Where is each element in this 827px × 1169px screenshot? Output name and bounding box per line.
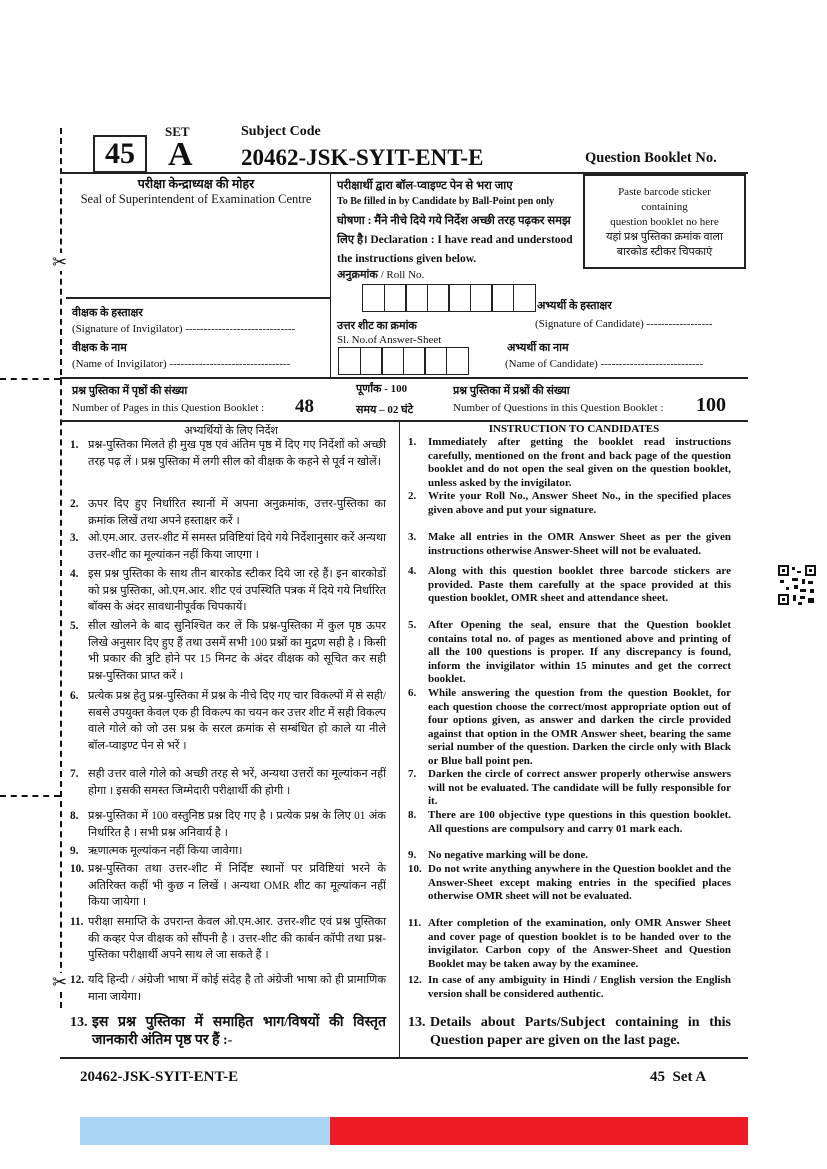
barcode-text: यहां प्रश्न पुस्तिका क्रमांक वाला <box>606 231 723 243</box>
item-number: 7. <box>70 768 79 780</box>
item-number: 2. <box>70 498 79 510</box>
barcode-text: बारकोड स्टीकर चिपकाएं <box>616 246 713 258</box>
set-label: SET <box>165 124 190 139</box>
item-text: ओ.एम.आर. उत्तर-शीट में समस्त प्रविष्टियां दिये गये निर्देशानुसार करें अन्यथा उत्तर-शीट का मूल्यांकन नहीं किया जाएगा । <box>88 532 386 561</box>
item-number: 8. <box>70 810 79 822</box>
item-number: 9. <box>70 845 79 857</box>
item-text: Immediately after getting the booklet read instructions carefully, mentioned on the front and back page of the question booklet and do not open the seal given on the question booklet, unless asked by the invigilator. <box>428 436 731 489</box>
time: समय – 02 घंटे <box>356 404 414 416</box>
item-text: सही उत्तर वाले गोले को अच्छी तरह से भरें, अन्यथा उत्तरों का मूल्यांकन नहीं होगा । इसकी समस्त जिम्मेदारी परीक्षार्थी की होगी । <box>88 768 386 797</box>
item-text: Make all entries in the OMR Answer Sheet as per the given instructions otherwise Answer-Sheet will not be evaluated. <box>428 531 731 557</box>
scissors-icon: ✂ <box>52 972 68 992</box>
item-number: 10. <box>408 863 422 875</box>
item-number: 4. <box>408 565 417 577</box>
seal-area <box>62 177 330 207</box>
item-number: 5. <box>70 620 79 632</box>
item-number: 12. <box>408 974 422 986</box>
item-text: Do not write anything anywhere in the Question booklet and the Answer-Sheet except making entries in the specified places otherwise OMR sheet will not be evaluated. <box>428 863 731 903</box>
english-title: INSTRUCTION TO CANDIDATES <box>488 423 660 435</box>
item-text: No negative marking will be done. <box>428 849 589 861</box>
page-count: 48 <box>295 396 314 417</box>
answer-sheet-hi: उत्तर शीट का क्रमांक <box>337 320 417 332</box>
item-text: सील खोलने के बाद सुनिश्चित कर लें कि प्रश्न-पुस्तिका में कुल पृष्ठ ऊपर लिखे अनुसार दिए हुए हैं तथा उसमें सभी 100 प्रश्नों का मुद्रण सही है । किसी भी प्रकार की त्रुटि होने पर 15 मिनट के अंदर वीक्षक को सूचित कर सही प्रश्न-पुस्तिका प्राप्त करें । <box>88 620 386 682</box>
footer-color-bar-red <box>330 1117 748 1145</box>
answer-sheet-en: Sl. No.of Answer-Sheet <box>337 334 442 346</box>
item-number: 11. <box>70 916 84 928</box>
item-text: There are 100 objective type questions in this question booklet. All questions are compulsory and carry 01 mark each. <box>428 809 731 835</box>
fill-title-en: To Be filled in by Candidate by Ball-Point pen only <box>337 196 555 207</box>
barcode-text: Paste barcode sticker <box>618 186 711 198</box>
item-number: 4. <box>70 568 79 580</box>
item-text: Write your Roll No., Answer Sheet No., in the specified places given above and put your signature. <box>428 490 731 516</box>
item-text: Along with this question booklet three barcode stickers are provided. Paste them carefully at the space provided at this question booklet, OMR sheet and attendance sheet. <box>428 565 731 605</box>
cut-mark <box>0 378 60 380</box>
barcode-text: question booklet no here <box>610 216 719 228</box>
item-text: प्रत्येक प्रश्न हेतु प्रश्न-पुस्तिका में प्रश्न के नीचे दिए गए चार विकल्पों में से सही/सबसे उपयुक्त केवल एक ही विकल्प का चयन कर उत्तर शीट में सही विकल्प वाले गोले को जो उस प्रश्न के सरल क्रमांक से सम्बंधित हो काले या नीले बॉल-प्वाइण्ट पेन से भरें । <box>88 690 386 752</box>
hindi-title: अभ्यर्थियों के लिए निर्देश <box>184 425 278 437</box>
item-text: इस प्रश्न पुस्तिका में समाहित भाग/विषयों की विस्तृत जानकारी अंतिम पृष्ठ पर हैं :- <box>92 1015 386 1048</box>
item-number: 3. <box>408 531 417 543</box>
candidate-signature-field[interactable]: (Signature of Candidate) ------------------ <box>535 318 713 330</box>
item-number: 12. <box>70 974 85 986</box>
set-number: 45 <box>93 135 147 173</box>
item-text: After completion of the examination, only OMR Answer Sheet and cover page of question booklet is to be handed over to the invigilator. Carbon copy of the Answer-Sheet and Question Booklet may be taken away by the examinee. <box>428 917 731 970</box>
candidate-name-field[interactable]: (Name of Candidate) ---------------------------- <box>505 358 704 370</box>
pages-hi: प्रश्न पुस्तिका में पृष्ठों की संख्या <box>72 385 188 397</box>
cut-mark <box>0 795 60 797</box>
item-number: 5. <box>408 619 417 631</box>
invigilator-sig-hi: वीक्षक के हस्ताक्षर <box>72 307 143 319</box>
item-text: परीक्षा समाप्ति के उपरान्त केवल ओ.एम.आर. उत्तर-शीट एवं प्रश्न पुस्तिका की कव्हर पेज वीक्षक को सौंपनी है । उत्तर-शीट की कार्बन कॉपी तथा प्रश्न-पुस्तिका परीक्षार्थी अपने साथ ले जा सकते हैं । <box>88 916 386 962</box>
item-text: यदि हिन्दी / अंग्रेजी भाषा में कोई संदेह है तो अंग्रेजी भाषा को ही प्रामाणिक माना जायेगा। <box>88 974 386 1003</box>
fill-title-hi: परीक्षार्थी द्वारा बॉल-प्वाइण्ट पेन से भरा जाए <box>337 180 513 192</box>
subject-code: 20462-JSK-SYIT-ENT-E <box>241 145 484 170</box>
item-text: Details about Parts/Subject containing in this Question paper are given on the last page. <box>430 1015 731 1048</box>
invigilator-name-field[interactable]: (Name of Invigilator) --------------------------------- <box>72 358 291 370</box>
candidate-sig-hi: अभ्यर्थी के हस्ताक्षर <box>537 300 612 312</box>
item-number: 6. <box>408 687 417 699</box>
qr-code-icon <box>778 565 816 605</box>
item-text: प्रश्न-पुस्तिका तथा उत्तर-शीट में निर्दिष्ट स्थानों पर प्रविष्टियां भरने के अतिरिक्त कहीं भी कुछ न लिखें । अन्यथा OMR शीट का मूल्यांकन नहीं किया जायेगा । <box>88 863 386 909</box>
questions-en: Number of Questions in this Question Booklet : <box>453 402 664 414</box>
invigilator-signature-field[interactable]: (Signature of Invigilator) ------------------------------ <box>72 323 296 335</box>
booklet-no-label: Question Booklet No. <box>585 150 717 166</box>
footer-code: 20462-JSK-SYIT-ENT-E <box>80 1069 239 1085</box>
item-text: ऊपर दिए हुए निर्धारित स्थानों में अपना अनुक्रमांक, उत्तर-पुस्तिका का क्रमांक लिखें तथा अपने हस्ताक्षर करें । <box>88 498 386 527</box>
item-number: 13. <box>70 1015 88 1030</box>
roll-label-en: / Roll No. <box>380 269 425 281</box>
barcode-sticker-box[interactable] <box>583 174 746 269</box>
item-number: 3. <box>70 532 79 544</box>
item-number: 9. <box>408 849 417 861</box>
declaration: घोषणा : मैंने नीचे दिये गये निर्देश अच्छी तरह पढ़कर समझ लिए है। Declaration : I have read and understood the instructions given below. <box>337 215 573 265</box>
questions-hi: प्रश्न पुस्तिका में प्रश्नों की संख्या <box>453 385 570 397</box>
footer-color-bar-blue <box>80 1117 330 1145</box>
item-number: 11. <box>408 917 422 929</box>
item-text: In case of any ambiguity in Hindi / English version the English version shall be considered authentic. <box>428 974 731 1000</box>
item-number: 7. <box>408 768 417 780</box>
roll-label-hi: अनुक्रमांक <box>337 269 378 281</box>
invigilator-name-hi: वीक्षक के नाम <box>72 342 127 354</box>
set-letter: A <box>168 136 193 173</box>
candidate-name-hi: अभ्यर्थी का नाम <box>507 342 569 354</box>
footer-set: 45 Set A <box>650 1069 707 1085</box>
item-number: 1. <box>408 436 417 448</box>
item-text: After Opening the seal, ensure that the Question booklet contains total no. of pages as mentioned above and printing of all the 100 questions is proper. If any discrepancy is found, inform the invigilator within 15 minutes and get the correct booklet. <box>428 619 731 686</box>
roll-number-boxes[interactable] <box>362 284 534 312</box>
item-text: While answering the question from the question Booklet, for each question choose the correct/most appropriate option out of four options given, as answer and darken the circle provided against that option in the OMR Answer sheet, bearing the same serial number of the question. Darken the circle only with Black or Blue ball point pen. <box>428 687 731 767</box>
pages-en: Number of Pages in this Question Booklet : <box>72 402 265 414</box>
scissors-icon: ✂ <box>52 252 68 272</box>
subject-code-label: Subject Code <box>241 124 321 139</box>
total-marks: पूर्णांक - 100 <box>356 383 408 395</box>
item-number: 6. <box>70 690 79 702</box>
item-text: प्रश्न-पुस्तिका मिलते ही मुख पृष्ठ एवं अंतिम पृष्ठ में दिए गए निर्देशों को अच्छी तरह पढ़ लें । प्रश्न पुस्तिका में लगी सील को वीक्षक के कहने से पूर्व न खोलें। <box>88 439 386 468</box>
item-text: ऋणात्मक मूल्यांकन नहीं किया जावेगा। <box>88 845 243 857</box>
seal-en: Seal of Superintendent of Examination Centre <box>80 192 312 206</box>
item-number: 1. <box>70 439 79 451</box>
item-text: Darken the circle of correct answer properly otherwise answers will not be evaluated. The candidate will be fully responsible for it. <box>428 768 731 808</box>
item-number: 8. <box>408 809 417 821</box>
item-text: प्रश्न-पुस्तिका में 100 वस्तुनिष्ठ प्रश्न दिए गए है । प्रत्येक प्रश्न के लिए 01 अंक निर्धारित है । सभी प्रश्न अनिवार्य है । <box>88 810 386 839</box>
question-count: 100 <box>696 394 726 416</box>
item-number: 13. <box>408 1015 426 1030</box>
seal-hi: परीक्षा केन्द्राध्यक्ष की मोहर <box>137 177 255 191</box>
item-number: 10. <box>70 863 85 875</box>
item-number: 2. <box>408 490 417 502</box>
barcode-text: containing <box>641 201 688 213</box>
item-text: इस प्रश्न पुस्तिका के साथ तीन बारकोड स्टीकर दिये जा रहे हैं। इन बारकोडों को प्रश्न पुस्तिका, ओ.एम.आर. शीट एवं उपस्थिति पत्रक में दिये गये निर्धारित बॉक्स के अंदर सावधानीपूर्वक चिपकायें। <box>88 568 386 614</box>
answer-sheet-boxes[interactable] <box>338 347 467 375</box>
